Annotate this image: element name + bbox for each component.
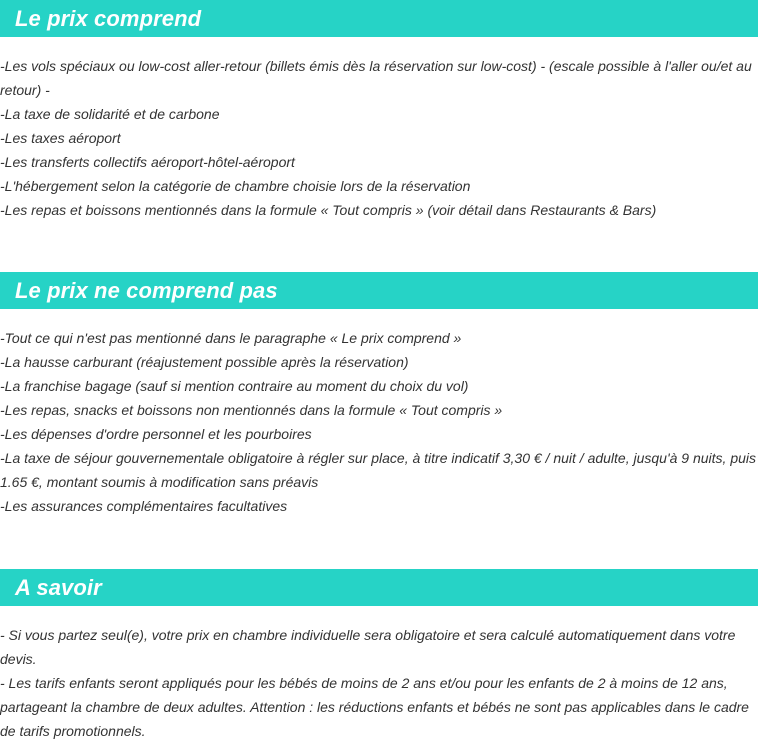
section-title-includes: Le prix comprend: [15, 5, 202, 31]
list-item: -La taxe de solidarité et de carbone: [0, 106, 220, 122]
section-header-includes: [0, 0, 758, 37]
list-item: -La hausse carburant (réajustement possible après la réservation): [0, 354, 409, 370]
list-item: -La franchise bagage (sauf si mention contraire au moment du choix du vol): [0, 378, 469, 394]
list-item: -Les taxes aéroport: [0, 130, 121, 146]
list-item: -Les repas, snacks et boissons non mentionnés dans la formule « Tout compris »: [0, 402, 503, 418]
section-body-includes: [0, 54, 758, 222]
section-body-excludes: [0, 326, 758, 518]
list-item: -Les transferts collectifs aéroport-hôtel-aéroport: [0, 154, 295, 170]
section-title-good-to-know: A savoir: [15, 574, 102, 600]
list-item: -La taxe de séjour gouvernementale obligatoire à régler sur place, à titre indicatif 3,30 € / nuit / adulte, jusqu'à 9 nuits, puis 1.65 €, montant soumis à modification sans préavis: [0, 450, 757, 490]
list-item: -Les vols spéciaux ou low-cost aller-retour (billets émis dès la réservation sur low-cost) - (escale possible à l'aller ou/et au retour) -: [0, 58, 752, 98]
section-title-excludes: Le prix ne comprend pas: [15, 277, 278, 303]
list-item: -Les dépenses d'ordre personnel et les pourboires: [0, 426, 312, 442]
section-header-good-to-know: [0, 569, 758, 606]
section-header-excludes: [0, 272, 758, 309]
list-item: -Tout ce qui n'est pas mentionné dans le paragraphe « Le prix comprend »: [0, 330, 462, 346]
section-body-good-to-know: [0, 623, 758, 743]
list-item: -L'hébergement selon la catégorie de chambre choisie lors de la réservation: [0, 178, 471, 194]
list-item: -Les repas et boissons mentionnés dans la formule « Tout compris » (voir détail dans Restaurants & Bars): [0, 202, 657, 218]
list-item: - Les tarifs enfants seront appliqués pour les bébés de moins de 2 ans et/ou pour les enfants de 2 à moins de 12 ans, partageant la chambre de deux adultes. Attention : les réductions enfants et bébés ne sont pas applicables dans le cadre de tarifs promotionnels.: [0, 675, 749, 739]
list-item: -Les assurances complémentaires facultatives: [0, 498, 288, 514]
list-item: - Si vous partez seul(e), votre prix en chambre individuelle sera obligatoire et sera calculé automatiquement dans votre devis.: [0, 627, 736, 667]
